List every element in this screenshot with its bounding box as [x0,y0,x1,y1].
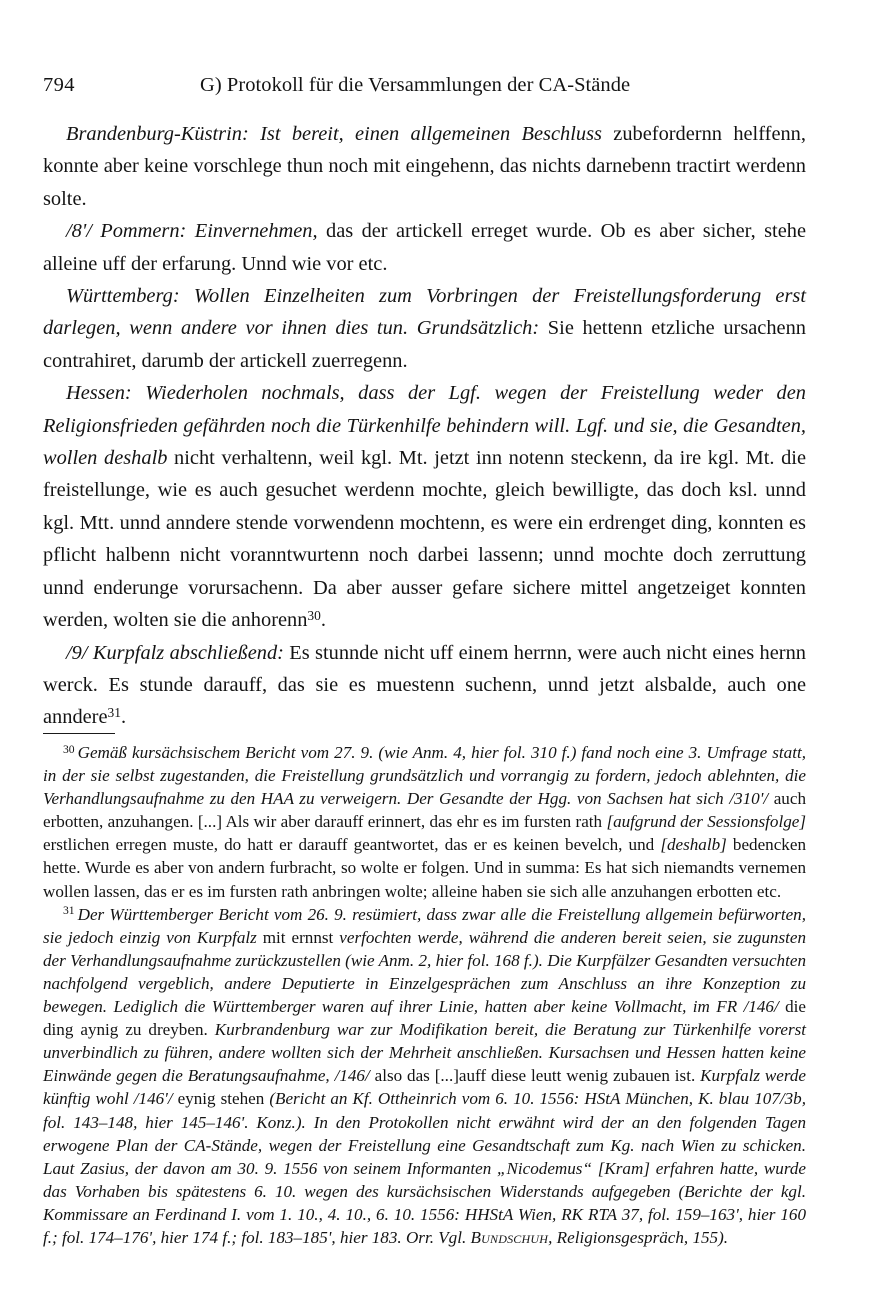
paragraph-body: das der artickell erreget wurde. Ob es aber sicher, stehe alleine uff der erfarung. Unnd wie vor etc. [43,220,806,275]
footnote-30 [43,741,806,903]
paragraph-lead-italic: Württemberg: Wollen Einzelheiten zum Vorbringen der Freistellungsforderung erst darlegen, wenn andere vor ihnen dies tun. Grundsätzlich: [43,285,806,340]
footnote-text-italic: Der Württemberger Bericht vom 26. 9. resümiert, dass zwar alle die Freistellung allgemein befürworten, sie jedoch einzig von Kurpfalz [43,904,806,947]
footnote-separator-rule [43,733,115,734]
footnote-text-roman: bedencken hette. Wurde es aber von andern furbracht, so wolte er folgen. Und in summa: Es hat sich niemandts vernemen wollen lassen, das er es im fursten rath anbringen wolte; alleine haben sie sich alle anzuhangen erbotten etc. [43,835,806,901]
paragraph-body: Es stunnde nicht uff einem herrnn, were auch nicht eines hernn werck. Es stunde darauff, das sie es muestenn suchenn, unnd jetzt alsbalde, auch one anndere [43,641,806,729]
paragraph-lead-italic: Brandenburg-Küstrin: Ist bereit, einen allgemeinen Beschluss [66,123,602,145]
paragraph-tail: . [120,706,127,729]
footnote-31 [43,903,806,1249]
footnote-text-roman: die ding aynig zu dreyben. [43,997,806,1040]
footnote-text-roman: eynig stehen [177,1089,270,1109]
footnote-number-30: 30 [63,742,75,756]
footnote-text-italic: Gemäß kursächsischem Bericht vom 27. 9. (wie Anm. 4, hier fol. 310 f.) fand noch eine 3. Umfrage statt, in der sie selbst zugestanden, die Freistellung grundsätzlich und vorrangig zu fordern, jedoch ablehnten, die Verhandlungsaufnahme zu den HAA zu verweigern. Der Gesandte der Hgg. von Sachsen hat sich /310'/ [43,743,806,809]
paragraph-body: nicht verhaltenn, weil kgl. Mt. jetzt inn notenn steckenn, da ire kgl. Mt. die freistellunge, wie es auch gesuchet werdenn mochte, gleich bewilligte, das doch ksl. unnd kgl. Mtt. unnd anndere stende vorwendenn mochtenn, es were ein erdrenget ding, konnten es pflicht halbenn nicht voranntwurtenn noch darbei lassenn; unnd mochte doch zerruttung unnd enderunge vorursachenn. Da aber ausser gefare sichere mittel angetzeiget konnten werden, wolten sie die anhorenn [43,447,806,632]
footnote-author-smallcaps: Bundschuh [470,1227,549,1247]
paragraph-wuerttemberg [43,280,806,377]
paragraph-lead-italic: /8'/ Pommern: Einvernehmen, [66,220,318,243]
running-head [43,72,805,98]
paragraph-pommern [43,215,806,280]
running-title: G) Protokoll für die Versammlungen der CA-Stände [200,74,631,96]
page-number: 794 [43,74,75,96]
footnote-text-italic: , Religionsgespräch, 155). [548,1227,729,1247]
paragraph-kurpfalz [43,637,806,734]
paragraph-brandenburg-kuestrin [43,118,806,215]
paragraph-hessen [43,377,806,636]
paragraph-body: zubefordernn helffenn, konnte aber keine vorschlege thun noch mit eingehenn, das nichts darnebenn tractirt werdenn solte. [43,123,806,210]
body-text [43,118,806,734]
footnotes-block [43,741,806,1249]
footnote-text-italic: (Bericht an Kf. Ottheinrich vom 6. 10. 1556: HStA München, K. blau 107/3b, fol. 143–148, hier 145–146'. Konz.). In den Protokollen nicht erwähnt wird der an den folgenden Tagen erwogene Plan der CA-Stände, wegen der Freistellung eine Gesandtschaft zum Kg. nach Wien zu schicken. Laut Zasius, der davon am 30. 9. 1556 von seinem Informanten „Nicodemus“ [Kram] erfahren hatte, wurde das Vorhaben bis spätestens 6. 10. wegen des kursächsischen Widerstands aufgegeben (Berichte der kgl. Kommissare an Ferdinand I. vom 1. 10., 4. 10., 6. 10. 1556: HHStA Wien, RK RTA 37, fol. 159–163', hier 160 f.; fol. 174–176', hier 174 f.; fol. 183–185', hier 183. Orr. Vgl. [43,1089,806,1247]
footnote-text-italic: [aufgrund der Sessionsfolge] [606,812,806,832]
footnote-text-italic: Kurpfalz werde künftig wohl /146'/ [43,1066,806,1109]
footnote-text-roman: also das [...]auff diese leutt wenig zubauen ist. [374,1066,701,1086]
paragraph-lead-italic: /9/ Kurpfalz abschließend: [66,641,284,664]
footnote-text-roman: erstlichen erregen muste, do hatt er darauff geantwortet, das er es keinen bevelch, und [43,835,661,855]
footnote-text-italic: verfochten werde, während die anderen bereit seien, sie zugunsten der Verhandlungsaufnahme zurückzustellen (wie Anm. 2, hier fol. 168 f.). Die Kurpfälzer Gesandten versuchten nachfolgend vergeblich, andere Deputierte in Einzelgesprächen zum Anschluss an ihre Konzeption zu bewegen. Lediglich die Württemberger waren auf ihrer Linie, hatten aber keine Vollmacht, im FR /146/ [43,927,806,1017]
footnote-reference-31[interactable]: 31 [107,705,121,721]
footnote-number-31: 31 [63,904,75,918]
footnote-text-italic: Kurbrandenburg war zur Modifikation bereit, die Beratung zur Türkenhilfe vorerst unverbindlich zu führen, andere wollten sich der Mehrheit anschließen. Kursachsen und Hessen hatten keine Einwände gegen die Beratungsaufnahme, /146/ [43,1020,807,1086]
paragraph-lead-italic: Hessen: Wiederholen nochmals, dass der Lgf. wegen der Freistellung weder den Religionsfrieden gefährden noch die Türkenhilfe behindern will. Lgf. und sie, die Gesandten, wollen deshalb [43,382,806,470]
paragraph-tail: . [320,609,326,632]
footnote-text-roman: auch erbotten, anzuhangen. [...] Als wir aber darauff erinnert, das ehr es im fursten rath [43,789,806,832]
footnote-reference-30[interactable]: 30 [307,607,321,623]
footnote-text-italic: [deshalb] [660,835,727,855]
paragraph-body: Sie hettenn etzliche ursachenn contrahiret, darumb der artickell zuerregenn. [43,317,806,372]
footnote-text-roman: mit ernnst [262,927,340,947]
